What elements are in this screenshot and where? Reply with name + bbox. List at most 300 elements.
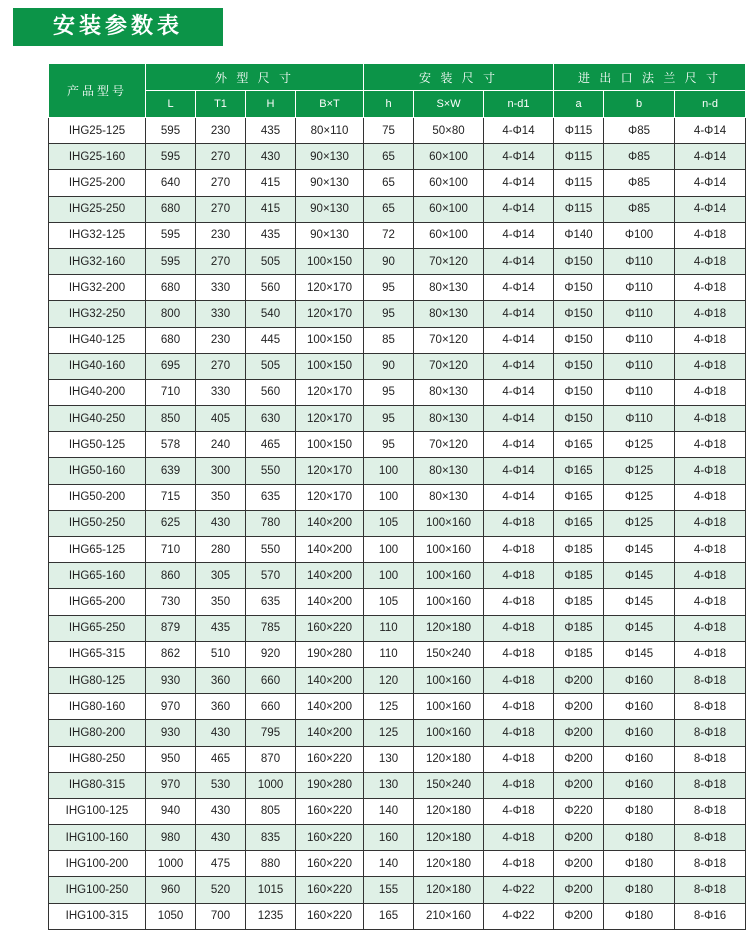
header-col-a: a (554, 91, 604, 118)
table-cell: 930 (146, 720, 196, 746)
model-cell: IHG50-250 (49, 510, 146, 536)
table-cell: 70×120 (414, 248, 484, 274)
table-cell: 550 (246, 458, 296, 484)
table-cell: 190×280 (296, 641, 364, 667)
table-cell: 60×100 (414, 170, 484, 196)
table-cell: 4-Φ18 (675, 379, 746, 405)
table-cell: 870 (246, 746, 296, 772)
table-body (49, 118, 746, 930)
header-col-H: H (246, 91, 296, 118)
table-cell: Φ145 (604, 641, 675, 667)
table-cell: 100×160 (414, 510, 484, 536)
table-cell: Φ200 (554, 746, 604, 772)
table-cell: 640 (146, 170, 196, 196)
table-row (49, 353, 746, 379)
table-cell: 795 (246, 720, 296, 746)
table-cell: 4-Φ18 (484, 537, 554, 563)
table-cell: 970 (146, 694, 196, 720)
table-cell: 160×220 (296, 615, 364, 641)
table-cell: 1000 (246, 772, 296, 798)
table-cell: Φ85 (604, 170, 675, 196)
table-cell: 80×130 (414, 301, 484, 327)
table-cell: 4-Φ14 (484, 458, 554, 484)
table-cell: 70×120 (414, 353, 484, 379)
table-row (49, 798, 746, 824)
table-cell: Φ200 (554, 903, 604, 929)
table-cell: 95 (364, 432, 414, 458)
table-cell: Φ145 (604, 589, 675, 615)
table-cell: 100×150 (296, 432, 364, 458)
table-cell: 140×200 (296, 537, 364, 563)
table-cell: 430 (196, 510, 246, 536)
model-cell: IHG32-125 (49, 222, 146, 248)
table-cell: 8-Φ18 (675, 694, 746, 720)
model-cell: IHG25-125 (49, 118, 146, 144)
table-cell: 140×200 (296, 694, 364, 720)
table-cell: 1015 (246, 877, 296, 903)
table-cell: 120 (364, 667, 414, 693)
table-cell: 60×100 (414, 144, 484, 170)
table-cell: Φ200 (554, 667, 604, 693)
table-cell: 4-Φ14 (484, 275, 554, 301)
table-cell: 100×160 (414, 589, 484, 615)
table-cell: 70×120 (414, 327, 484, 353)
parameter-table (48, 63, 746, 930)
model-cell: IHG25-200 (49, 170, 146, 196)
model-cell: IHG100-200 (49, 851, 146, 877)
table-cell: Φ185 (554, 537, 604, 563)
table-cell: 140 (364, 851, 414, 877)
table-cell: 635 (246, 589, 296, 615)
table-cell: Φ165 (554, 510, 604, 536)
model-cell: IHG65-160 (49, 563, 146, 589)
table-cell: 70×120 (414, 432, 484, 458)
table-cell: 90×130 (296, 170, 364, 196)
table-cell: 240 (196, 432, 246, 458)
table-cell: 110 (364, 641, 414, 667)
table-cell: Φ85 (604, 196, 675, 222)
table-row (49, 144, 746, 170)
model-cell: IHG50-125 (49, 432, 146, 458)
table-cell: 95 (364, 406, 414, 432)
header-col-T1: T1 (196, 91, 246, 118)
table-cell: 270 (196, 353, 246, 379)
table-cell: 4-Φ18 (484, 798, 554, 824)
header-group-outline-dimensions: 外 型 尺 寸 (146, 64, 364, 91)
table-cell: 850 (146, 406, 196, 432)
table-cell: Φ150 (554, 301, 604, 327)
table-cell: 4-Φ18 (675, 563, 746, 589)
table-cell: Φ180 (604, 903, 675, 929)
table-cell: 4-Φ18 (675, 589, 746, 615)
table-cell: 330 (196, 275, 246, 301)
table-cell: 160×220 (296, 798, 364, 824)
table-row (49, 877, 746, 903)
table-cell: 550 (246, 537, 296, 563)
table-cell: 780 (246, 510, 296, 536)
table-cell: 120×180 (414, 851, 484, 877)
table-cell: 120×180 (414, 825, 484, 851)
table-cell: 595 (146, 144, 196, 170)
table-cell: 130 (364, 746, 414, 772)
table-cell: 879 (146, 615, 196, 641)
table-cell: 445 (246, 327, 296, 353)
table-cell: 570 (246, 563, 296, 589)
table-cell: 120×180 (414, 615, 484, 641)
table-cell: 120×180 (414, 746, 484, 772)
table-row (49, 118, 746, 144)
table-cell: 1000 (146, 851, 196, 877)
table-cell: 4-Φ22 (484, 903, 554, 929)
table-cell: 415 (246, 196, 296, 222)
model-cell: IHG50-200 (49, 484, 146, 510)
table-cell: 60×100 (414, 222, 484, 248)
table-cell: 680 (146, 196, 196, 222)
table-cell: Φ140 (554, 222, 604, 248)
table-cell: 210×160 (414, 903, 484, 929)
table-cell: 595 (146, 118, 196, 144)
table-cell: Φ110 (604, 406, 675, 432)
table-cell: Φ145 (604, 615, 675, 641)
table-cell: 105 (364, 510, 414, 536)
table-cell: 160×220 (296, 903, 364, 929)
table-cell: 105 (364, 589, 414, 615)
table-cell: 405 (196, 406, 246, 432)
table-cell: 4-Φ18 (484, 615, 554, 641)
table-cell: 430 (196, 798, 246, 824)
table-cell: 920 (246, 641, 296, 667)
table-cell: Φ200 (554, 694, 604, 720)
table-cell: Φ150 (554, 327, 604, 353)
table-cell: Φ150 (554, 379, 604, 405)
table-cell: Φ160 (604, 772, 675, 798)
table-cell: 100×160 (414, 563, 484, 589)
table-cell: 530 (196, 772, 246, 798)
table-cell: 4-Φ18 (675, 222, 746, 248)
header-col-L: L (146, 91, 196, 118)
table-cell: 4-Φ18 (675, 301, 746, 327)
table-cell: 710 (146, 537, 196, 563)
table-row (49, 694, 746, 720)
table-cell: Φ220 (554, 798, 604, 824)
table-row (49, 772, 746, 798)
table-cell: 625 (146, 510, 196, 536)
table-cell: 560 (246, 379, 296, 405)
table-cell: 4-Φ18 (675, 248, 746, 274)
model-cell: IHG32-200 (49, 275, 146, 301)
table-row (49, 667, 746, 693)
table-cell: 4-Φ14 (484, 196, 554, 222)
table-cell: 100×150 (296, 353, 364, 379)
model-cell: IHG40-250 (49, 406, 146, 432)
header-col-h: h (364, 91, 414, 118)
table-cell: 430 (196, 825, 246, 851)
table-cell: 4-Φ18 (675, 353, 746, 379)
table-cell: 90×130 (296, 144, 364, 170)
table-cell: Φ185 (554, 641, 604, 667)
table-cell: 4-Φ18 (675, 615, 746, 641)
table-cell: 80×130 (414, 379, 484, 405)
table-cell: 4-Φ18 (484, 772, 554, 798)
table-cell: 120×180 (414, 798, 484, 824)
table-cell: 4-Φ14 (484, 222, 554, 248)
table-cell: 4-Φ22 (484, 877, 554, 903)
table-cell: 120×170 (296, 275, 364, 301)
table-row (49, 720, 746, 746)
model-cell: IHG80-160 (49, 694, 146, 720)
table-cell: Φ180 (604, 825, 675, 851)
table-cell: 230 (196, 222, 246, 248)
table-cell: Φ165 (554, 458, 604, 484)
table-cell: 270 (196, 196, 246, 222)
table-cell: 72 (364, 222, 414, 248)
table-cell: Φ85 (604, 144, 675, 170)
table-cell: 60×100 (414, 196, 484, 222)
table-cell: 8-Φ18 (675, 825, 746, 851)
table-cell: 330 (196, 301, 246, 327)
model-cell: IHG50-160 (49, 458, 146, 484)
table-cell: Φ185 (554, 615, 604, 641)
table-cell: Φ115 (554, 118, 604, 144)
table-cell: 4-Φ18 (484, 563, 554, 589)
table-cell: 1050 (146, 903, 196, 929)
table-cell: 630 (246, 406, 296, 432)
table-cell: 4-Φ18 (484, 641, 554, 667)
table-cell: 8-Φ18 (675, 720, 746, 746)
table-cell: 8-Φ18 (675, 851, 746, 877)
table-header (49, 64, 746, 118)
table-cell: 475 (196, 851, 246, 877)
model-cell: IHG32-160 (49, 248, 146, 274)
table-cell: Φ110 (604, 379, 675, 405)
header-group-flange-dimensions: 进 出 口 法 兰 尺 寸 (554, 64, 746, 91)
table-row (49, 537, 746, 563)
table-row (49, 406, 746, 432)
table-cell: 4-Φ18 (484, 510, 554, 536)
table-cell: 100×160 (414, 694, 484, 720)
table-cell: 465 (196, 746, 246, 772)
table-cell: Φ110 (604, 353, 675, 379)
table-cell: 150×240 (414, 772, 484, 798)
table-cell: 4-Φ18 (484, 694, 554, 720)
table-cell: 95 (364, 379, 414, 405)
table-cell: 80×130 (414, 484, 484, 510)
model-cell: IHG80-125 (49, 667, 146, 693)
table-cell: 110 (364, 615, 414, 641)
table-cell: Φ185 (554, 589, 604, 615)
table-cell: 8-Φ18 (675, 798, 746, 824)
table-cell: Φ200 (554, 877, 604, 903)
model-cell: IHG65-200 (49, 589, 146, 615)
table-cell: Φ150 (554, 275, 604, 301)
table-row (49, 170, 746, 196)
table-cell: 960 (146, 877, 196, 903)
table-cell: 660 (246, 694, 296, 720)
table-cell: 140×200 (296, 563, 364, 589)
table-cell: Φ115 (554, 196, 604, 222)
table-row (49, 301, 746, 327)
model-cell: IHG100-125 (49, 798, 146, 824)
table-cell: Φ110 (604, 275, 675, 301)
table-cell: 8-Φ16 (675, 903, 746, 929)
table-cell: 150×240 (414, 641, 484, 667)
table-row (49, 327, 746, 353)
table-cell: Φ160 (604, 746, 675, 772)
table-cell: 90 (364, 353, 414, 379)
header-col-b: b (604, 91, 675, 118)
table-cell: Φ180 (604, 851, 675, 877)
header-model: 产品型号 (49, 64, 146, 118)
table-cell: 4-Φ14 (675, 118, 746, 144)
table-cell: Φ200 (554, 772, 604, 798)
table-row (49, 563, 746, 589)
table-cell: 120×170 (296, 406, 364, 432)
table-cell: Φ165 (554, 432, 604, 458)
table-cell: Φ185 (554, 563, 604, 589)
table-cell: 800 (146, 301, 196, 327)
table-cell: 360 (196, 667, 246, 693)
table-row (49, 248, 746, 274)
table-cell: 65 (364, 170, 414, 196)
table-cell: 715 (146, 484, 196, 510)
model-cell: IHG40-160 (49, 353, 146, 379)
table-cell: 520 (196, 877, 246, 903)
table-cell: 360 (196, 694, 246, 720)
table-cell: 970 (146, 772, 196, 798)
table-cell: 120×170 (296, 458, 364, 484)
header-col-n-d1: n-d1 (484, 91, 554, 118)
table-cell: 140 (364, 798, 414, 824)
table-cell: 4-Φ18 (484, 851, 554, 877)
table-cell: Φ125 (604, 458, 675, 484)
table-cell: 280 (196, 537, 246, 563)
table-cell: Φ200 (554, 825, 604, 851)
table-cell: 4-Φ14 (484, 118, 554, 144)
table-cell: 100×160 (414, 720, 484, 746)
model-cell: IHG40-200 (49, 379, 146, 405)
table-row (49, 458, 746, 484)
table-cell: 4-Φ14 (484, 484, 554, 510)
table-cell: 120×170 (296, 379, 364, 405)
table-cell: 980 (146, 825, 196, 851)
table-cell: 540 (246, 301, 296, 327)
table-cell: Φ180 (604, 798, 675, 824)
table-cell: 130 (364, 772, 414, 798)
table-row (49, 196, 746, 222)
table-cell: 680 (146, 327, 196, 353)
table-cell: 230 (196, 118, 246, 144)
table-cell: 862 (146, 641, 196, 667)
table-cell: 578 (146, 432, 196, 458)
table-cell: 4-Φ18 (484, 667, 554, 693)
table-cell: Φ100 (604, 222, 675, 248)
table-cell: 4-Φ18 (675, 458, 746, 484)
table-cell: Φ110 (604, 248, 675, 274)
model-cell: IHG65-125 (49, 537, 146, 563)
model-cell: IHG80-250 (49, 746, 146, 772)
table-cell: 190×280 (296, 772, 364, 798)
table-cell: 4-Φ14 (675, 144, 746, 170)
table-cell: 125 (364, 720, 414, 746)
model-cell: IHG65-315 (49, 641, 146, 667)
table-cell: 95 (364, 275, 414, 301)
table-cell: 435 (246, 222, 296, 248)
table-cell: 465 (246, 432, 296, 458)
table-cell: 635 (246, 484, 296, 510)
table-cell: 100×150 (296, 248, 364, 274)
table-row (49, 510, 746, 536)
header-col-n-d: n-d (675, 91, 746, 118)
table-cell: Φ125 (604, 510, 675, 536)
table-cell: 160×220 (296, 851, 364, 877)
table-cell: 8-Φ18 (675, 746, 746, 772)
table-cell: 90 (364, 248, 414, 274)
header-col-SxW: S×W (414, 91, 484, 118)
table-cell: 695 (146, 353, 196, 379)
table-cell: Φ115 (554, 170, 604, 196)
table-row (49, 484, 746, 510)
table-cell: 4-Φ14 (484, 144, 554, 170)
table-row (49, 641, 746, 667)
table-cell: 4-Φ14 (484, 301, 554, 327)
table-cell: 430 (246, 144, 296, 170)
table-cell: 560 (246, 275, 296, 301)
table-cell: 860 (146, 563, 196, 589)
table-cell: 125 (364, 694, 414, 720)
table-cell: 85 (364, 327, 414, 353)
table-cell: 4-Φ14 (484, 406, 554, 432)
table-cell: 120×180 (414, 877, 484, 903)
table-cell: 350 (196, 484, 246, 510)
table-cell: 8-Φ18 (675, 772, 746, 798)
table-cell: 90×130 (296, 196, 364, 222)
table-cell: Φ125 (604, 484, 675, 510)
table-cell: 4-Φ18 (675, 327, 746, 353)
table-cell: 4-Φ18 (484, 720, 554, 746)
table-cell: Φ160 (604, 667, 675, 693)
table-cell: 4-Φ14 (484, 327, 554, 353)
table-cell: 100 (364, 484, 414, 510)
table-cell: 165 (364, 903, 414, 929)
table-cell: 65 (364, 196, 414, 222)
table-cell: 305 (196, 563, 246, 589)
table-cell: 505 (246, 248, 296, 274)
table-cell: 4-Φ18 (484, 746, 554, 772)
table-row (49, 851, 746, 877)
table-cell: 270 (196, 170, 246, 196)
table-row (49, 825, 746, 851)
table-cell: Φ150 (554, 406, 604, 432)
table-cell: 4-Φ18 (484, 825, 554, 851)
table-cell: 140×200 (296, 589, 364, 615)
table-cell: 100 (364, 537, 414, 563)
table-cell: 4-Φ14 (484, 432, 554, 458)
table-cell: Φ150 (554, 248, 604, 274)
table-cell: 4-Φ14 (675, 170, 746, 196)
table-cell: 4-Φ14 (484, 353, 554, 379)
table-cell: 435 (196, 615, 246, 641)
table-row (49, 379, 746, 405)
table-cell: 160×220 (296, 877, 364, 903)
table-cell: 4-Φ18 (675, 510, 746, 536)
table-cell: 730 (146, 589, 196, 615)
table-cell: 4-Φ18 (484, 589, 554, 615)
table-cell: 510 (196, 641, 246, 667)
table-cell: Φ110 (604, 327, 675, 353)
table-row (49, 275, 746, 301)
table-cell: Φ200 (554, 720, 604, 746)
table-cell: 350 (196, 589, 246, 615)
